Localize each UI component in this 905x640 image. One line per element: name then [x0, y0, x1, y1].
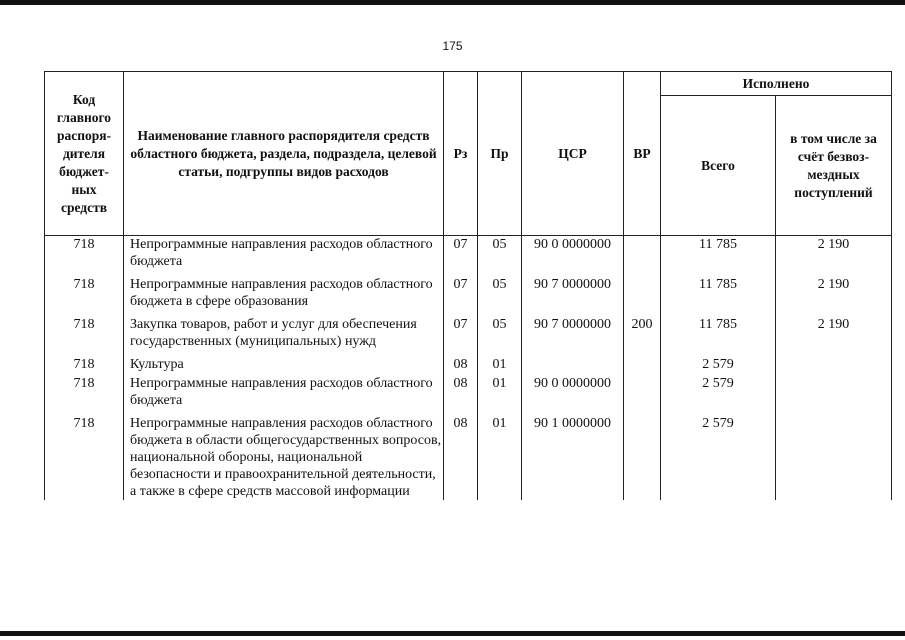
cell-rz: 08: [444, 409, 478, 500]
table-row: [45, 310, 892, 350]
cell-code: 718: [45, 270, 124, 310]
cell-rz: 07: [444, 270, 478, 310]
cell-csr: 90 1 0000000: [522, 409, 624, 500]
cell-pr: 05: [478, 236, 522, 271]
cell-total: 2 579: [661, 350, 776, 373]
table-row: [45, 350, 892, 373]
cell-csr: 90 7 0000000: [522, 310, 624, 350]
cell-pr: 01: [478, 373, 522, 409]
cell-total: 2 579: [661, 409, 776, 500]
cell-rz: 08: [444, 350, 478, 373]
cell-total: 11 785: [661, 270, 776, 310]
cell-pr: 05: [478, 310, 522, 350]
cell-csr: [522, 350, 624, 373]
cell-vr: [624, 270, 661, 310]
bottom-border: [0, 631, 905, 636]
budget-table: [44, 71, 892, 500]
cell-vr: [624, 236, 661, 271]
cell-code: 718: [45, 409, 124, 500]
table-row: [45, 270, 892, 310]
header-gratis: в том числе за счёт безвоз-мездных поступлений: [776, 96, 892, 236]
cell-name: Непрограммные направления расходов областного бюджета в области общегосударственных вопросов, национальной обороны, национальной безопасности и правоохранительной деятельности, а также в сфере средств массовой информации: [124, 409, 444, 500]
cell-gratis: 2 190: [776, 236, 892, 271]
cell-pr: 01: [478, 409, 522, 500]
header-pr: Пр: [478, 72, 522, 236]
header-rz: Рз: [444, 72, 478, 236]
cell-csr: 90 0 0000000: [522, 236, 624, 271]
header-code: Код главного распоря-дителя бюджет-ных средств: [45, 72, 124, 236]
cell-pr: 01: [478, 350, 522, 373]
cell-vr: [624, 350, 661, 373]
table-body: [45, 236, 892, 501]
table-row: [45, 409, 892, 500]
header-csr: ЦСР: [522, 72, 624, 236]
cell-rz: 08: [444, 373, 478, 409]
cell-gratis: 2 190: [776, 310, 892, 350]
cell-csr: 90 0 0000000: [522, 373, 624, 409]
page-number: 175: [442, 39, 463, 53]
cell-code: 718: [45, 350, 124, 373]
cell-gratis: [776, 373, 892, 409]
cell-name: Культура: [124, 350, 444, 373]
cell-gratis: 2 190: [776, 270, 892, 310]
cell-csr: 90 7 0000000: [522, 270, 624, 310]
cell-name: Непрограммные направления расходов областного бюджета в сфере образования: [124, 270, 444, 310]
cell-code: 718: [45, 310, 124, 350]
cell-vr: [624, 373, 661, 409]
cell-code: 718: [45, 373, 124, 409]
header-vr: ВР: [624, 72, 661, 236]
cell-gratis: [776, 350, 892, 373]
cell-name: Непрограммные направления расходов областного бюджета: [124, 236, 444, 271]
top-border: [0, 0, 905, 5]
table-header: [45, 72, 892, 236]
cell-pr: 05: [478, 270, 522, 310]
header-executed: Исполнено: [661, 72, 892, 96]
table-row: [45, 236, 892, 271]
cell-gratis: [776, 409, 892, 500]
cell-name: Непрограммные направления расходов областного бюджета: [124, 373, 444, 409]
budget-table-container: [44, 71, 892, 500]
cell-total: 11 785: [661, 310, 776, 350]
cell-code: 718: [45, 236, 124, 271]
header-name: Наименование главного распорядителя средств областного бюджета, раздела, подраздела, целевой статьи, подгруппы видов расходов: [124, 72, 444, 236]
header-total: Всего: [661, 96, 776, 236]
table-row: [45, 373, 892, 409]
cell-rz: 07: [444, 310, 478, 350]
cell-total: 11 785: [661, 236, 776, 271]
cell-vr: [624, 409, 661, 500]
cell-vr: 200: [624, 310, 661, 350]
cell-total: 2 579: [661, 373, 776, 409]
cell-name: Закупка товаров, работ и услуг для обеспечения государственных (муниципальных) нужд: [124, 310, 444, 350]
cell-rz: 07: [444, 236, 478, 271]
